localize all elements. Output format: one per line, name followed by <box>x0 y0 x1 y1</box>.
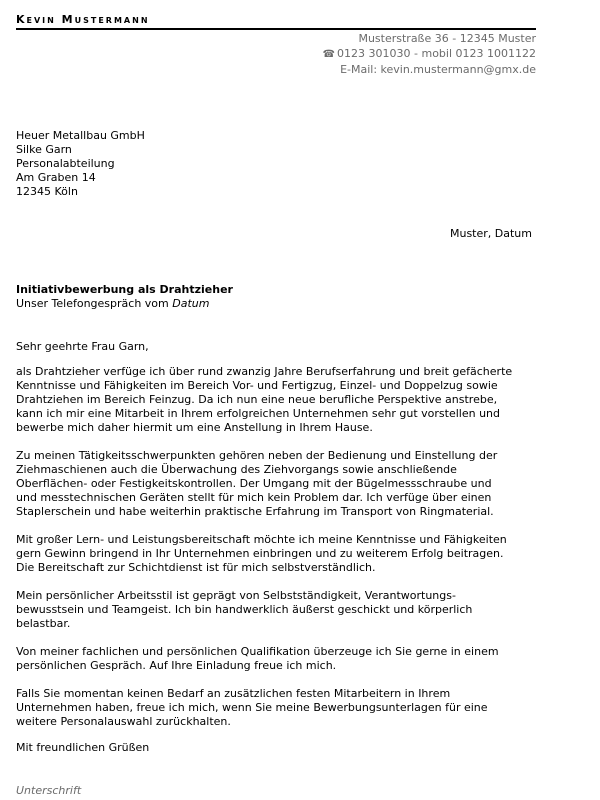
recipient-company: Heuer Metallbau GmbH <box>16 129 145 142</box>
subject-block <box>16 283 233 311</box>
body-paragraph: Zu meinen Tätigkeitsschwerpunkten gehören neben der Bedienung und Einstellung der Ziehmaschienen auch die Überwachung des Ziehvorgangs sowie anschließende Oberflächen- oder Festigkeitskontrollen. Der Umgang mit der Bügelmessschraube und und messtechnischen Geräten stellt für mich kein Problem dar. Ich verfüge über einen Staplerschein und habe weiterhin praktische Erfahrung im Transport von Ringmaterial. <box>16 449 498 518</box>
signature-placeholder: Unterschrift <box>16 784 82 797</box>
sender-address-line: Musterstraße 36 - 12345 Muster <box>358 32 536 45</box>
subject-reference <box>16 297 233 311</box>
subject-reference-prefix: Unser Telefongespräch vom <box>16 297 173 310</box>
body-paragraph: Von meiner fachlichen und persönlichen Qualifikation überzeuge ich Sie gerne in einem persönlichen Gespräch. Auf Ihre Einladung freue ich mich. <box>16 645 499 672</box>
telephone-icon: ☎ <box>322 49 336 60</box>
subject-reference-date: Datum <box>172 297 210 310</box>
recipient-street: Am Graben 14 <box>16 171 96 184</box>
recipient-address-block <box>16 129 145 199</box>
recipient-department: Personalabteilung <box>16 157 115 170</box>
letter-body <box>16 365 542 743</box>
salutation: Sehr geehrte Frau Garn, <box>16 340 149 353</box>
sender-address-block <box>323 31 536 77</box>
header-rule <box>16 28 536 30</box>
recipient-contact: Silke Garn <box>16 143 72 156</box>
sender-phone-line: 0123 301030 - mobil 0123 1001122 <box>337 47 536 60</box>
place-date-line: Muster, Datum <box>449 227 532 240</box>
body-paragraph: Mit großer Lern- und Leistungsbereitschaft möchte ich meine Kenntnisse und Fähigkeiten gern Gewinn bringend in Ihr Unternehmen einbringen und zu weiterem Erfolg beitragen. Die Bereitschaft zur Schichtdienst ist für mich selbstverständlich. <box>16 533 507 574</box>
sender-name: Kevin Mustermann <box>16 13 150 26</box>
closing-phrase: Mit freundlichen Grüßen <box>16 741 150 754</box>
recipient-city: 12345 Köln <box>16 185 78 198</box>
sender-email-line: E-Mail: kevin.mustermann@gmx.de <box>340 63 536 76</box>
subject-title: Initiativbewerbung als Drahtzieher <box>16 283 233 296</box>
sender-phone-row <box>323 46 536 62</box>
body-paragraph: als Drahtzieher verfüge ich über rund zwanzig Jahre Berufserfahrung und breit gefächerte Kenntnisse und Fähigkeiten im Bereich Vor- und Fertigzug, Einzel- und Doppelzug sowie Drahtziehen im Bereich Feinzug. Da ich nun eine neue berufliche Perspektive anstrebe, kann ich mir eine Mitarbeit in Ihrem erfolgreichen Unternehmen sehr gut vorstellen und bewerbe mich daher hiermit um eine Anstellung in Ihrem Hause. <box>16 365 513 434</box>
body-paragraph: Mein persönlicher Arbeitsstil ist geprägt von Selbstständigkeit, Verantwortungs- bewusstsein und Teamgeist. Ich bin handwerklich äußerst geschickt und körperlich belastbar. <box>16 589 473 630</box>
body-paragraph: Falls Sie momentan keinen Bedarf an zusätzlichen festen Mitarbeitern in Ihrem Unternehmen haben, freue ich mich, wenn Sie meine Bewerbungsunterlagen für eine weitere Personalauswahl zurückhalten. <box>16 687 488 728</box>
